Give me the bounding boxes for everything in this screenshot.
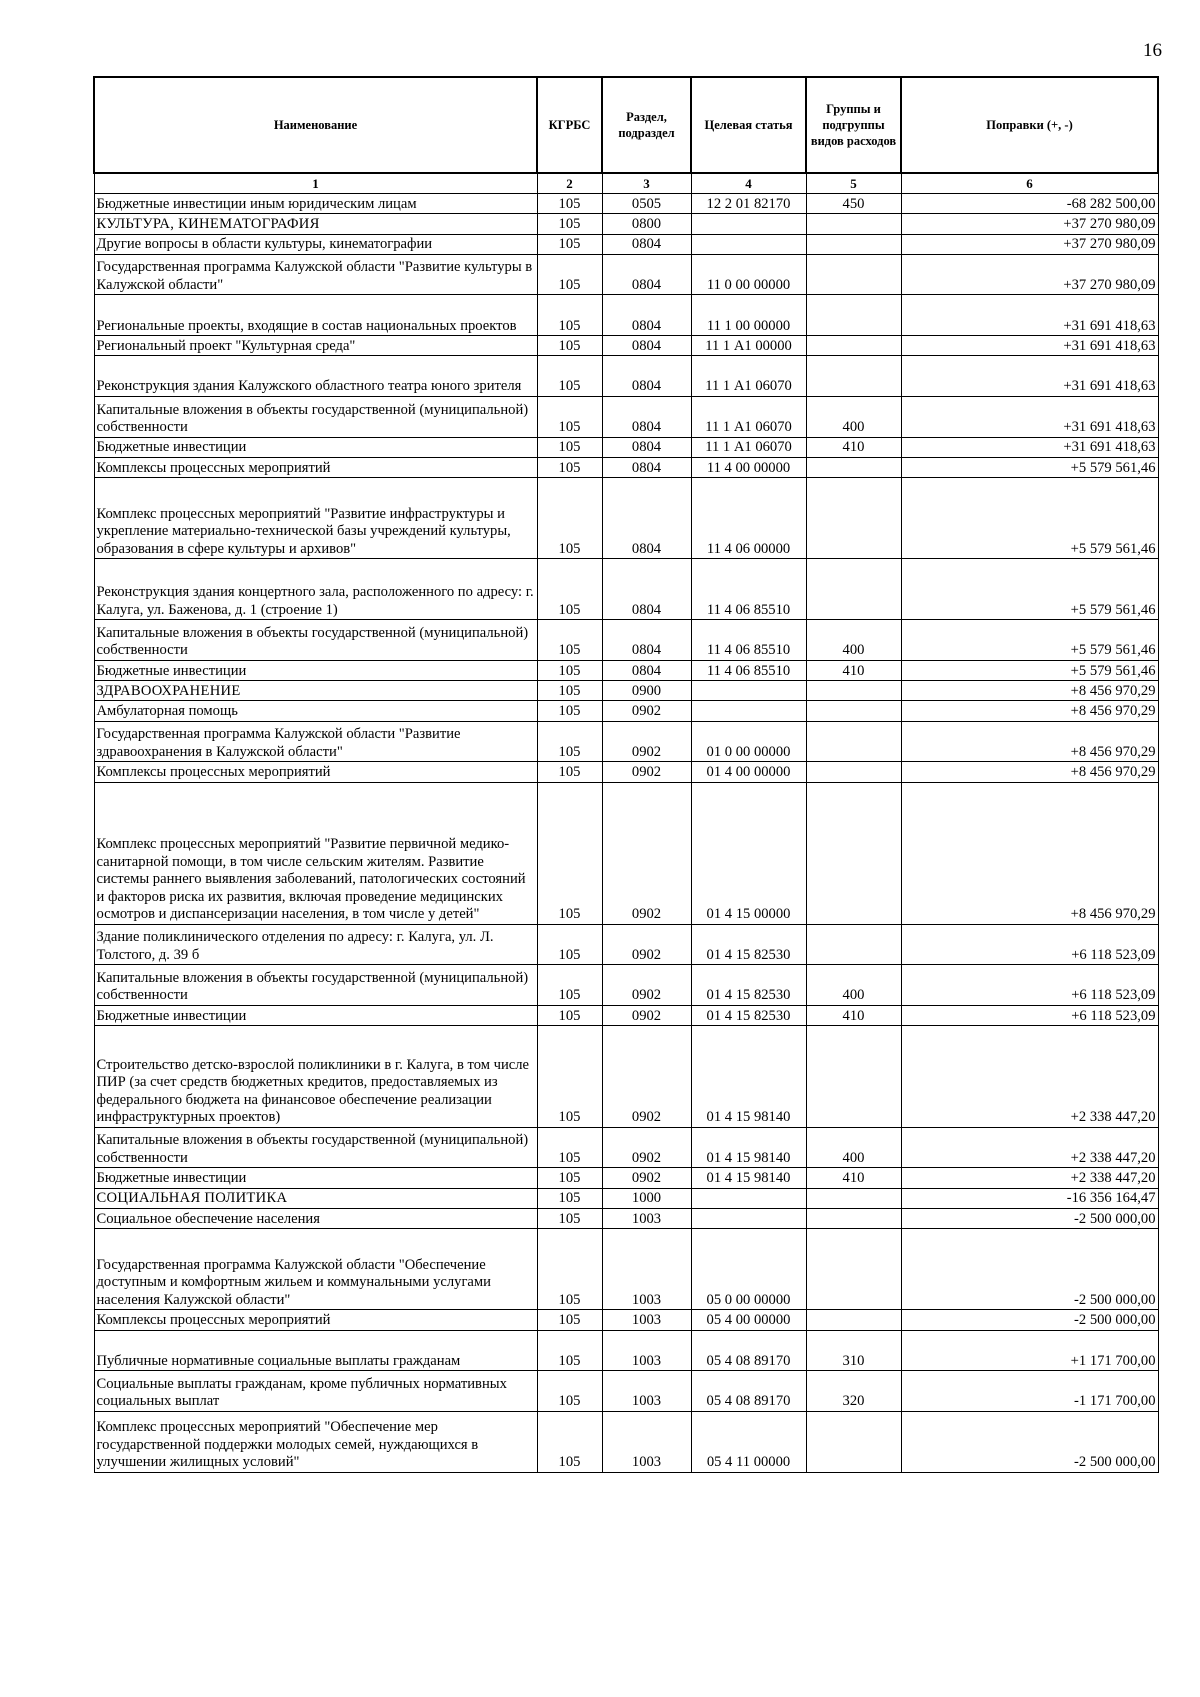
row-target-article <box>691 214 806 234</box>
row-target-article <box>691 1188 806 1208</box>
row-expense-group: 310 <box>806 1330 901 1371</box>
row-amount: +37 270 980,09 <box>901 234 1158 254</box>
row-amount: +31 691 418,63 <box>901 336 1158 356</box>
row-kgrbs: 105 <box>537 1310 602 1330</box>
row-name: Комплекс процессных мероприятий "Обеспечение мер государственной поддержки молодых семей, нуждающихся в улучшении жилищных условий" <box>94 1411 537 1472</box>
row-expense-group <box>806 924 901 965</box>
row-name: Капитальные вложения в объекты государственной (муниципальной) собственности <box>94 965 537 1006</box>
row-section: 0804 <box>602 457 691 477</box>
row-section: 0902 <box>602 924 691 965</box>
table-row <box>94 194 1158 214</box>
row-section: 1003 <box>602 1310 691 1330</box>
table-row <box>94 234 1158 254</box>
row-kgrbs: 105 <box>537 681 602 701</box>
row-expense-group <box>806 478 901 559</box>
row-amount: +2 338 447,20 <box>901 1168 1158 1188</box>
column-number: 2 <box>537 173 602 194</box>
row-target-article: 11 1 А1 00000 <box>691 336 806 356</box>
row-name: ЗДРАВООХРАНЕНИЕ <box>94 681 537 701</box>
row-amount: +2 338 447,20 <box>901 1026 1158 1128</box>
row-kgrbs: 105 <box>537 782 602 924</box>
table-header-row <box>94 77 1158 173</box>
row-expense-group <box>806 214 901 234</box>
row-kgrbs: 105 <box>537 1371 602 1412</box>
row-amount: +31 691 418,63 <box>901 437 1158 457</box>
row-section: 0800 <box>602 214 691 234</box>
row-target-article: 01 4 15 82530 <box>691 924 806 965</box>
row-expense-group <box>806 762 901 782</box>
row-kgrbs: 105 <box>537 254 602 295</box>
row-amount: -2 500 000,00 <box>901 1310 1158 1330</box>
row-target-article: 01 4 15 98140 <box>691 1168 806 1188</box>
row-amount: +8 456 970,29 <box>901 762 1158 782</box>
row-name: Капитальные вложения в объекты государственной (муниципальной) собственности <box>94 620 537 661</box>
row-name: Социальные выплаты гражданам, кроме публичных нормативных социальных выплат <box>94 1371 537 1412</box>
row-amount: +5 579 561,46 <box>901 478 1158 559</box>
row-name: Другие вопросы в области культуры, кинематографии <box>94 234 537 254</box>
row-section: 1003 <box>602 1371 691 1412</box>
row-kgrbs: 105 <box>537 234 602 254</box>
row-kgrbs: 105 <box>537 1229 602 1310</box>
row-name: Публичные нормативные социальные выплаты гражданам <box>94 1330 537 1371</box>
header-kgrbs: КГРБС <box>537 77 602 173</box>
row-kgrbs: 105 <box>537 1005 602 1025</box>
table-row <box>94 1310 1158 1330</box>
row-section: 0902 <box>602 1127 691 1168</box>
row-amount: +5 579 561,46 <box>901 457 1158 477</box>
table-row <box>94 782 1158 924</box>
row-target-article <box>691 701 806 721</box>
row-name: Комплексы процессных мероприятий <box>94 1310 537 1330</box>
row-target-article: 11 1 00 00000 <box>691 295 806 336</box>
table-row <box>94 660 1158 680</box>
row-amount: +31 691 418,63 <box>901 396 1158 437</box>
row-amount: -16 356 164,47 <box>901 1188 1158 1208</box>
table-row <box>94 681 1158 701</box>
row-section: 1003 <box>602 1411 691 1472</box>
row-name: Государственная программа Калужской области "Развитие культуры в Калужской области" <box>94 254 537 295</box>
row-name: Капитальные вложения в объекты государственной (муниципальной) собственности <box>94 1127 537 1168</box>
row-name: Комплекс процессных мероприятий "Развитие первичной медико-санитарной помощи, в том числе сельским жителям. Развитие системы раннего выявления заболеваний, патологических состояний и факторов риска их развития, включая проведение медицинских осмотров и диспансеризации населения, в том числе у детей" <box>94 782 537 924</box>
row-section: 0804 <box>602 254 691 295</box>
row-name: Региональный проект "Культурная среда" <box>94 336 537 356</box>
row-section: 0804 <box>602 336 691 356</box>
row-target-article: 01 4 15 82530 <box>691 1005 806 1025</box>
row-target-article <box>691 1208 806 1228</box>
row-section: 1000 <box>602 1188 691 1208</box>
row-section: 0804 <box>602 478 691 559</box>
table-row <box>94 1127 1158 1168</box>
table-row <box>94 214 1158 234</box>
row-name: Бюджетные инвестиции <box>94 660 537 680</box>
row-target-article: 01 4 15 82530 <box>691 965 806 1006</box>
row-name: Комплексы процессных мероприятий <box>94 762 537 782</box>
row-expense-group <box>806 782 901 924</box>
row-name: Здание поликлинического отделения по адресу: г. Калуга, ул. Л. Толстого, д. 39 б <box>94 924 537 965</box>
row-amount: +8 456 970,29 <box>901 681 1158 701</box>
column-number-row <box>94 173 1158 194</box>
row-kgrbs: 105 <box>537 1127 602 1168</box>
row-kgrbs: 105 <box>537 336 602 356</box>
row-target-article: 01 4 15 00000 <box>691 782 806 924</box>
table-row <box>94 701 1158 721</box>
row-name: КУЛЬТУРА, КИНЕМАТОГРАФИЯ <box>94 214 537 234</box>
row-kgrbs: 105 <box>537 457 602 477</box>
row-target-article: 01 4 00 00000 <box>691 762 806 782</box>
row-target-article: 05 4 11 00000 <box>691 1411 806 1472</box>
row-target-article <box>691 681 806 701</box>
row-expense-group <box>806 457 901 477</box>
row-name: Комплексы процессных мероприятий <box>94 457 537 477</box>
table-row <box>94 1330 1158 1371</box>
table-row <box>94 1188 1158 1208</box>
row-kgrbs: 105 <box>537 1168 602 1188</box>
row-kgrbs: 105 <box>537 1188 602 1208</box>
row-name: Социальное обеспечение населения <box>94 1208 537 1228</box>
row-expense-group: 400 <box>806 620 901 661</box>
row-kgrbs: 105 <box>537 1026 602 1128</box>
row-kgrbs: 105 <box>537 620 602 661</box>
row-expense-group <box>806 295 901 336</box>
row-expense-group <box>806 1229 901 1310</box>
page-number: 16 <box>1143 40 1162 61</box>
row-kgrbs: 105 <box>537 1411 602 1472</box>
row-target-article: 12 2 01 82170 <box>691 194 806 214</box>
row-kgrbs: 105 <box>537 762 602 782</box>
row-section: 0902 <box>602 701 691 721</box>
row-amount: +37 270 980,09 <box>901 214 1158 234</box>
table-row <box>94 1026 1158 1128</box>
row-amount: +2 338 447,20 <box>901 1127 1158 1168</box>
table-row <box>94 965 1158 1006</box>
row-name: Бюджетные инвестиции иным юридическим лицам <box>94 194 537 214</box>
budget-amendments-table <box>93 76 1159 1473</box>
row-expense-group <box>806 336 901 356</box>
row-name: СОЦИАЛЬНАЯ ПОЛИТИКА <box>94 1188 537 1208</box>
table-row <box>94 396 1158 437</box>
row-section: 0902 <box>602 965 691 1006</box>
row-name: Государственная программа Калужской области "Обеспечение доступным и комфортным жильем и коммунальными услугами населения Калужской области" <box>94 1229 537 1310</box>
row-expense-group <box>806 356 901 397</box>
row-section: 1003 <box>602 1208 691 1228</box>
row-target-article: 01 4 15 98140 <box>691 1127 806 1168</box>
row-target-article: 05 4 08 89170 <box>691 1371 806 1412</box>
row-amount: +5 579 561,46 <box>901 660 1158 680</box>
table-row <box>94 762 1158 782</box>
row-target-article: 05 4 00 00000 <box>691 1310 806 1330</box>
table-row <box>94 924 1158 965</box>
table-row <box>94 1208 1158 1228</box>
row-target-article: 11 1 А1 06070 <box>691 356 806 397</box>
row-target-article <box>691 234 806 254</box>
row-kgrbs: 105 <box>537 1330 602 1371</box>
row-section: 0505 <box>602 194 691 214</box>
row-expense-group <box>806 1310 901 1330</box>
row-name: Бюджетные инвестиции <box>94 1168 537 1188</box>
row-expense-group <box>806 1026 901 1128</box>
column-number: 1 <box>94 173 537 194</box>
row-kgrbs: 105 <box>537 559 602 620</box>
row-section: 0902 <box>602 721 691 762</box>
row-target-article: 01 4 15 98140 <box>691 1026 806 1128</box>
row-amount: +5 579 561,46 <box>901 559 1158 620</box>
row-kgrbs: 105 <box>537 660 602 680</box>
row-amount: +37 270 980,09 <box>901 254 1158 295</box>
row-expense-group <box>806 721 901 762</box>
row-amount: +1 171 700,00 <box>901 1330 1158 1371</box>
column-number: 4 <box>691 173 806 194</box>
row-expense-group: 320 <box>806 1371 901 1412</box>
row-section: 0804 <box>602 660 691 680</box>
row-target-article: 11 0 00 00000 <box>691 254 806 295</box>
table-row <box>94 1411 1158 1472</box>
row-expense-group: 400 <box>806 1127 901 1168</box>
row-expense-group <box>806 254 901 295</box>
column-number: 5 <box>806 173 901 194</box>
header-amount: Поправки (+, -) <box>901 77 1158 173</box>
row-name: Реконструкция здания Калужского областного театра юного зрителя <box>94 356 537 397</box>
row-kgrbs: 105 <box>537 437 602 457</box>
row-section: 0902 <box>602 1026 691 1128</box>
row-amount: +5 579 561,46 <box>901 620 1158 661</box>
row-expense-group: 450 <box>806 194 901 214</box>
row-target-article: 11 4 06 00000 <box>691 478 806 559</box>
row-section: 1003 <box>602 1229 691 1310</box>
row-name: Комплекс процессных мероприятий "Развитие инфраструктуры и укрепление материально-технической базы учреждений культуры, образования в сфере культуры и архивов" <box>94 478 537 559</box>
row-expense-group <box>806 681 901 701</box>
row-amount: +8 456 970,29 <box>901 701 1158 721</box>
header-groups: Группы и подгруппы видов расходов <box>806 77 901 173</box>
table-row <box>94 1005 1158 1025</box>
table-body <box>94 194 1158 1473</box>
row-section: 0902 <box>602 1168 691 1188</box>
row-kgrbs: 105 <box>537 1208 602 1228</box>
row-amount: -1 171 700,00 <box>901 1371 1158 1412</box>
row-expense-group: 410 <box>806 660 901 680</box>
row-section: 0902 <box>602 782 691 924</box>
row-target-article: 05 0 00 00000 <box>691 1229 806 1310</box>
row-expense-group <box>806 701 901 721</box>
row-target-article: 11 4 06 85510 <box>691 660 806 680</box>
row-name: Реконструкция здания концертного зала, расположенного по адресу: г. Калуга, ул. Баженова, д. 1 (строение 1) <box>94 559 537 620</box>
row-name: Амбулаторная помощь <box>94 701 537 721</box>
row-section: 0902 <box>602 762 691 782</box>
row-expense-group <box>806 1411 901 1472</box>
row-amount: -2 500 000,00 <box>901 1208 1158 1228</box>
table-row <box>94 1371 1158 1412</box>
row-section: 0804 <box>602 559 691 620</box>
row-section: 0804 <box>602 396 691 437</box>
row-kgrbs: 105 <box>537 214 602 234</box>
row-amount: -68 282 500,00 <box>901 194 1158 214</box>
row-kgrbs: 105 <box>537 701 602 721</box>
row-amount: +31 691 418,63 <box>901 356 1158 397</box>
row-amount: +8 456 970,29 <box>901 782 1158 924</box>
row-amount: +6 118 523,09 <box>901 965 1158 1006</box>
row-kgrbs: 105 <box>537 965 602 1006</box>
row-target-article: 11 1 А1 06070 <box>691 396 806 437</box>
row-section: 0900 <box>602 681 691 701</box>
row-kgrbs: 105 <box>537 295 602 336</box>
header-target: Целевая статья <box>691 77 806 173</box>
row-target-article: 11 4 00 00000 <box>691 457 806 477</box>
header-section: Раздел, подраздел <box>602 77 691 173</box>
row-name: Строительство детско-взрослой поликлиники в г. Калуга, в том числе ПИР (за счет средств бюджетных кредитов, предоставляемых из федерального бюджета на финансовое обеспечение реализации инфраструктурных проектов) <box>94 1026 537 1128</box>
row-name: Капитальные вложения в объекты государственной (муниципальной) собственности <box>94 396 537 437</box>
row-expense-group <box>806 1208 901 1228</box>
row-name: Региональные проекты, входящие в состав национальных проектов <box>94 295 537 336</box>
row-name: Государственная программа Калужской области "Развитие здравоохранения в Калужской области" <box>94 721 537 762</box>
row-expense-group: 400 <box>806 396 901 437</box>
row-expense-group: 410 <box>806 1005 901 1025</box>
row-expense-group <box>806 234 901 254</box>
table-row <box>94 336 1158 356</box>
row-target-article: 01 0 00 00000 <box>691 721 806 762</box>
row-kgrbs: 105 <box>537 924 602 965</box>
row-target-article: 11 1 А1 06070 <box>691 437 806 457</box>
table-row <box>94 478 1158 559</box>
row-amount: -2 500 000,00 <box>901 1229 1158 1310</box>
row-section: 0804 <box>602 295 691 336</box>
row-expense-group: 400 <box>806 965 901 1006</box>
column-number: 3 <box>602 173 691 194</box>
table-row <box>94 457 1158 477</box>
row-kgrbs: 105 <box>537 396 602 437</box>
table-row <box>94 437 1158 457</box>
row-amount: +31 691 418,63 <box>901 295 1158 336</box>
row-target-article: 11 4 06 85510 <box>691 620 806 661</box>
table-row <box>94 254 1158 295</box>
table-row <box>94 620 1158 661</box>
row-expense-group: 410 <box>806 437 901 457</box>
row-section: 0804 <box>602 356 691 397</box>
row-expense-group: 410 <box>806 1168 901 1188</box>
column-number: 6 <box>901 173 1158 194</box>
row-target-article: 11 4 06 85510 <box>691 559 806 620</box>
row-amount: +6 118 523,09 <box>901 1005 1158 1025</box>
row-name: Бюджетные инвестиции <box>94 437 537 457</box>
row-section: 0804 <box>602 620 691 661</box>
row-target-article: 05 4 08 89170 <box>691 1330 806 1371</box>
row-kgrbs: 105 <box>537 194 602 214</box>
row-section: 0804 <box>602 437 691 457</box>
row-section: 1003 <box>602 1330 691 1371</box>
row-kgrbs: 105 <box>537 356 602 397</box>
row-amount: +8 456 970,29 <box>901 721 1158 762</box>
row-kgrbs: 105 <box>537 478 602 559</box>
table-row <box>94 356 1158 397</box>
table-row <box>94 559 1158 620</box>
table-row <box>94 721 1158 762</box>
row-name: Бюджетные инвестиции <box>94 1005 537 1025</box>
row-expense-group <box>806 559 901 620</box>
row-amount: -2 500 000,00 <box>901 1411 1158 1472</box>
header-name: Наименование <box>94 77 537 173</box>
table-row <box>94 295 1158 336</box>
table-row <box>94 1168 1158 1188</box>
row-section: 0902 <box>602 1005 691 1025</box>
row-kgrbs: 105 <box>537 721 602 762</box>
row-amount: +6 118 523,09 <box>901 924 1158 965</box>
row-section: 0804 <box>602 234 691 254</box>
table-row <box>94 1229 1158 1310</box>
row-expense-group <box>806 1188 901 1208</box>
